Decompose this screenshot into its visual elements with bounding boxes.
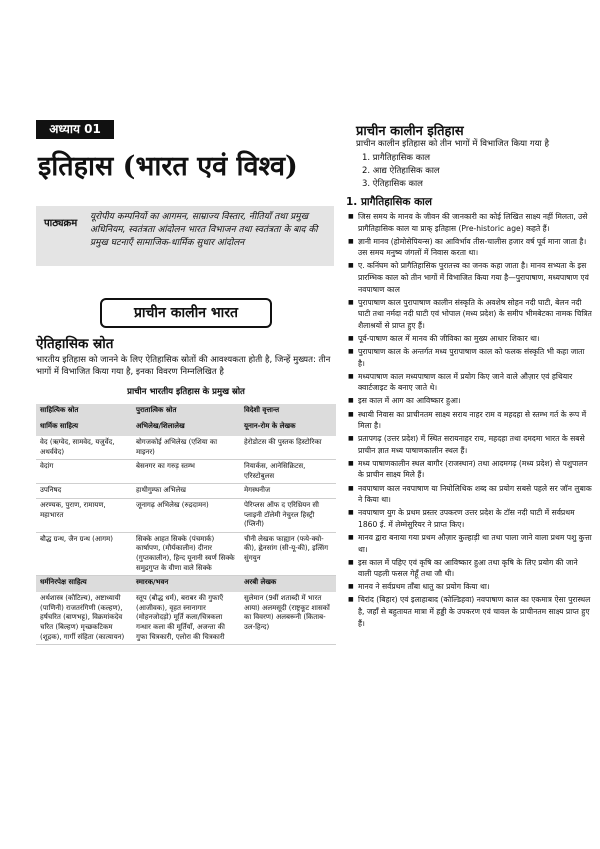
table-header: विदेशी वृत्तान्त <box>240 404 336 420</box>
table-cell: उपनिषद <box>36 484 132 499</box>
table-cell: जूनागढ़ अभिलेख (रुद्रदामन) <box>132 498 240 532</box>
list-item: ■ ज्ञानी मानव (होमोसेपियन्स) का आविर्भाव तीस-चालीस हजार वर्ष पूर्व माना जाता है। उस समय मनुष्य जंगलों में निवास करता था। <box>348 236 592 259</box>
right-intro: प्राचीन कालीन इतिहास को तीन भागों में विभाजित किया गया है <box>356 139 549 149</box>
table-subheader: अभिलेख/शिलालेख <box>132 420 240 436</box>
table-row <box>36 532 336 575</box>
table-header-row <box>36 404 336 420</box>
list-item: ■ पुरापाषाण काल के अन्तर्गत मध्य पुरापाषाण काल को फलक संस्कृति भी कहा जाता है। <box>348 346 592 369</box>
list-item: 2. आद्य ऐतिहासिक काल <box>362 166 440 176</box>
table-cell: बेसनगर का गरुड़ स्तम्भ <box>132 460 240 484</box>
table-caption: प्राचीन भारतीय इतिहास के प्रमुख स्रोत <box>127 387 245 397</box>
list-item: ■ स्थायी निवास का प्राचीनतम साक्ष्य सराय नाहर राम व महदहा से स्तम्भ गर्त के रूप में मिला है। <box>348 409 592 432</box>
prehistoric-heading: 1. प्रागैतिहासिक काल <box>346 196 432 208</box>
list-item: ■ चिरांद (बिहार) एवं इलाहाबाद (कोल्डिहवा) नवपाषाण काल का एकमात्र ऐसा पुरास्थल है, जहाँ से बहुतायत मात्रा में हड्डी के उपकरण एवं चावल के प्राचीनतम साक्ष्य प्राप्त हुए हैं। <box>348 594 592 629</box>
list-item: ■ मध्यपाषाण काल मध्यपाषाण काल में प्रयोग किए जाने वाले औज़ार एवं हथियार क्वार्टजाइट के बनाए जाते थे। <box>348 371 592 394</box>
table-header: पुरातात्विक स्रोत <box>132 404 240 420</box>
table-cell: बोगजकोई अभिलेख (एशिया का माइनर) <box>132 436 240 460</box>
list-item: ■ नवपाषाण काल नवपाषाण या नियोलिथिक शब्द का प्रयोग सबसे पहले सर जॉन लुबाक ने किया था। <box>348 483 592 506</box>
table-row <box>36 592 336 644</box>
table-subheader-row <box>36 576 336 593</box>
prehistoric-bullets <box>348 211 592 631</box>
table-cell: चीनी लेखक फाह्यान (फये-क्वो-की), ह्वेनसांग (सी-यू-की), इत्सिंग सुंगयुन <box>240 532 336 575</box>
table-cell: हेरोडोटस की पुस्तक हिस्टोरिका <box>240 436 336 460</box>
list-item: ■ मानव द्वारा बनाया गया प्रथम औज़ार कुल्हाड़ी था तथा पाला जाने वाला प्रथम पशु कुत्ता था। <box>348 532 592 555</box>
chapter-tag: अध्याय 01 <box>36 120 114 139</box>
table-cell: वेदांग <box>36 460 132 484</box>
table-subheader: अरबी लेखक <box>240 576 336 593</box>
table-header: साहित्यिक स्रोत <box>36 404 132 420</box>
table-cell: नियार्कस, आनेसिक्रिटस, एरिस्टोबुलस <box>240 460 336 484</box>
table-subheader: धर्मनिरपेक्ष साहित्य <box>36 576 132 593</box>
table-row <box>36 460 336 484</box>
list-item: ■ इस काल में आग का आविष्कार हुआ। <box>348 395 592 407</box>
table-row <box>36 484 336 499</box>
list-item: ■ मध्य पाषाणकालीन स्थल बागौर (राजस्थान) तथा आदमगढ़ (मध्य प्रदेश) से पशुपालन के प्राचीन साक्ष्य मिले हैं। <box>348 458 592 481</box>
table-cell: बौद्ध ग्रन्थ, जैन ग्रन्थ (आगम) <box>36 532 132 575</box>
sources-intro: भारतीय इतिहास को जानने के लिए ऐतिहासिक स्रोतों की आवश्यकता होती है, जिन्हें मुख्यत: तीन भागों में विभाजित किया गया है, इनका विवरण निम्नलिखित है <box>36 355 331 377</box>
table-cell: सिक्के आहत सिक्के (पंचमार्क) कार्षापण, (मौर्यकालीन) दीनार (गुप्तकालीन), हिन्द यूनानी स्वर्ण सिक्के समुद्रगुप्त के वीणा वाले सिक्के <box>132 532 240 575</box>
list-item: ■ पूर्व-पाषाण काल में मानव की जीविका का मुख्य आधार शिकार था। <box>348 333 592 345</box>
list-item: ■ प्रतापगढ़ (उत्तर प्रदेश) में स्थित सरायनाहर राय, महदहा तथा दमदमा भारत के सबसे प्राचीन ज्ञात मध्य पाषाणकालीन स्थल हैं। <box>348 433 592 456</box>
table-cell: मेगस्थनीज <box>240 484 336 499</box>
table-row <box>36 436 336 460</box>
right-section-title: प्राचीन कालीन इतिहास <box>356 124 464 139</box>
table-cell: सुलेमान (9वीं शताब्दी में भारत आया) अलमसूदी (राष्ट्रकूट शासकों का विवरण) अलबरूनी (किताब-उल-हिन्द) <box>240 592 336 644</box>
table-subheader: स्मारक/भवन <box>132 576 240 593</box>
table-cell: हाथीगुम्फा अभिलेख <box>132 484 240 499</box>
list-item: ■ पुरापाषाण काल पुरापाषाण कालीन संस्कृति के अवशेष सोहन नदी घाटी, बेलन नदी घाटी तथा नर्मदा नदी घाटी एवं भोपाल (मध्य प्रदेश) के समीप भीमबेटका नामक चित्रित शैलाश्रयों से प्राप्त हुए हैं। <box>348 297 592 332</box>
list-item: ■ इस काल में पहिए एवं कृषि का आविष्कार हुआ तथा कृषि के लिए प्रयोग की जाने वाली पहली फसल गेहूँ तथा जौ थी। <box>348 557 592 580</box>
sources-heading: ऐतिहासिक स्रोत <box>36 336 114 352</box>
syllabus-label: पाठ्यक्रम <box>44 218 78 229</box>
table-cell: स्तूप (बौद्ध धर्म), बराबर की गुफाएँ (आजीवक), वृहत स्नानागार (मोहनजोदड़ो) मूर्ति कला/चित्रकला गन्धार कला की मूर्तियाँ, अजन्ता की गुफा चित्रकारी, एलोरा की चित्रकारी <box>132 592 240 644</box>
list-item: ■ मानव ने सर्वप्रथम ताँबा धातु का प्रयोग किया था। <box>348 581 592 593</box>
section-title: प्राचीन कालीन भारत <box>100 298 272 328</box>
list-item: ■ जिस समय के मानव के जीवन की जानकारी का कोई लिखित साक्ष्य नहीं मिलता, उसे प्रागैतिहासिक काल या प्राक् इतिहास (Pre-historic age) कहते हैं। <box>348 211 592 234</box>
table-cell: वेद (ऋग्वेद, सामवेद, यजुर्वेद, अथर्ववेद) <box>36 436 132 460</box>
syllabus-text: यूरोपीय कम्पनियों का आगमन, साम्राज्य विस्तार, नीतियाँ तथा प्रमुख अधिनियम, स्वतंत्रता आंदोलन भारत विभाजन तथा स्वतंत्रता के बाद की प्रमुख घटनाएँ सामाजिक-धार्मिक सुधार आंदोलन <box>90 212 318 248</box>
chapter-title: इतिहास (भारत एवं विश्व) <box>38 151 298 182</box>
list-item: ■ ए. कनिंघम को प्रागैतिहासिक पुरातत्त्व का जनक कहा जाता है। मानव सभ्यता के इस प्रारम्भिक काल को तीन भागों में विभाजित किया गया है—पुरापाषाण, मध्यपाषाण एवं नवपाषाण काल <box>348 260 592 295</box>
list-item: 3. ऐतिहासिक काल <box>362 179 423 189</box>
table-cell: अर्थशास्त्र (कौटिल्य), अष्टाध्यायी (पाणिनी) राजतरंगिणी (कल्हण), हर्षचरित (बाणभट्ट), विक्रमांकदेव चरित (बिल्हण) मृच्छकटिकम (शूद्रक), गार्गी संहिता (कात्यायन) <box>36 592 132 644</box>
table-subheader-row <box>36 420 336 436</box>
table-subheader: यूनान-रोम के लेखक <box>240 420 336 436</box>
period-list <box>362 152 440 191</box>
list-item: ■ नवपाषाण युग के प्रथम प्रस्तर उपकरण उत्तर प्रदेश के टॉस नदी घाटी में सर्वप्रथम 1860 ई. में लेम्मेसुरियर ने प्राप्त किए। <box>348 507 592 530</box>
table-subheader: धार्मिक साहित्य <box>36 420 132 436</box>
table-row <box>36 498 336 532</box>
table-cell: पेरिप्लस ऑफ द एरिथ्रियन सी प्लाइनी टॉलेमी नेचुरल हिस्ट्री (प्लिनी) <box>240 498 336 532</box>
sources-table <box>36 404 336 645</box>
syllabus-box <box>36 206 334 266</box>
list-item: 1. प्रागैतिहासिक काल <box>362 153 431 163</box>
table-cell: अरण्यक, पुराण, रामायण, महाभारत <box>36 498 132 532</box>
